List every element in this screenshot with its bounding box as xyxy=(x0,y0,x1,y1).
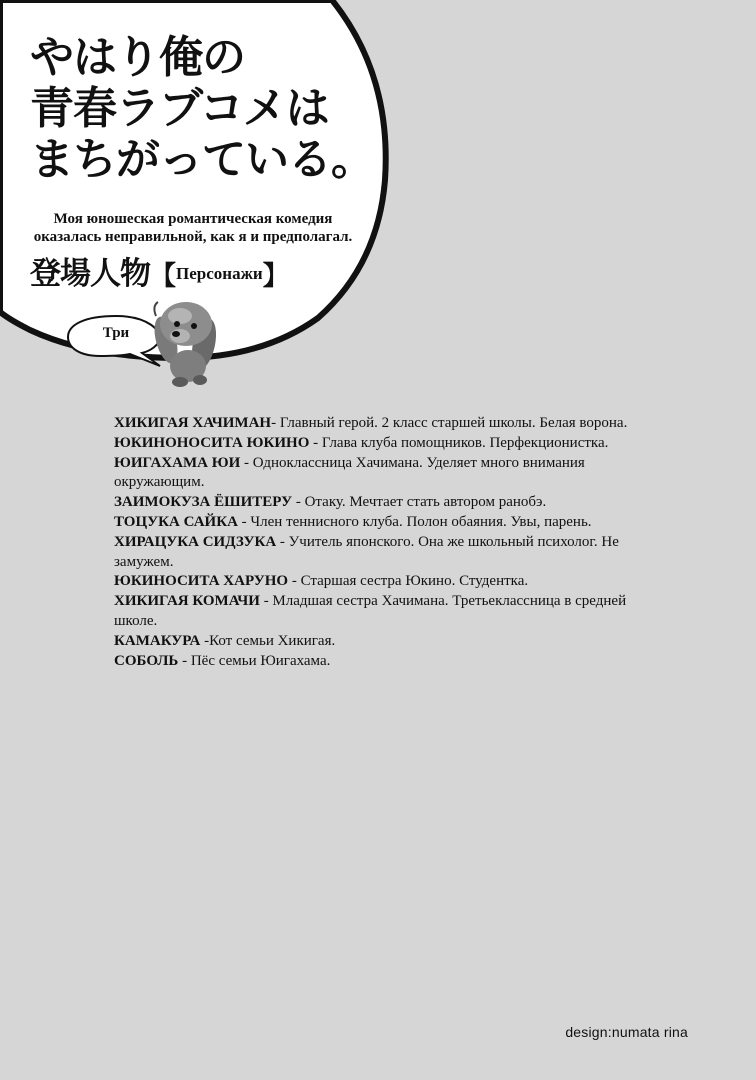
character-entry xyxy=(114,632,644,652)
characters-heading xyxy=(30,254,289,294)
japanese-title-line: まちがっている。 xyxy=(30,134,374,185)
character-entry xyxy=(114,652,644,672)
characters-heading-jp: 登場人物 xyxy=(30,256,150,292)
bracket-close: 】 xyxy=(262,261,289,292)
character-name: ХИКИГАЯ ХАЧИМАН xyxy=(114,415,272,431)
character-name: ХИРАЦУКА СИДЗУКА xyxy=(114,533,277,550)
character-name: ЮИГАХАМА ЮИ xyxy=(114,454,241,471)
russian-title-line: оказалась неправильной, как я и предполагал. xyxy=(33,229,353,245)
japanese-title-line: やはり俺の xyxy=(30,32,245,83)
character-description: - Младшая сестра Хачимана. Третьеклассница в средней школе. xyxy=(114,593,627,629)
japanese-title-line: 青春ラブコメは xyxy=(30,83,329,134)
character-entry xyxy=(114,513,644,533)
character-description: - Глава клуба помощников. Перфекционистка. xyxy=(309,434,609,451)
character-entry xyxy=(114,493,644,513)
character-name: ХИКИГАЯ КОМАЧИ xyxy=(114,593,260,610)
character-name: ЮКИНОСИТА ХАРУНО xyxy=(114,573,289,590)
character-entry xyxy=(114,533,644,573)
russian-title-line: Моя юношеская романтическая комедия xyxy=(53,211,333,227)
plush-dog-icon xyxy=(144,294,228,390)
characters-heading-ru: Персонажи xyxy=(176,264,263,283)
volume-label: Три xyxy=(102,325,130,341)
russian-title xyxy=(20,210,366,246)
character-name: КАМАКУРА xyxy=(114,632,201,649)
character-description: - Одноклассница Хачимана. Уделяет много внимания окружающим. xyxy=(114,454,585,491)
character-description: - Пёс семьи Юигахама. xyxy=(178,652,331,669)
character-name: ЗАИМОКУЗА ЁШИТЕРУ xyxy=(114,494,293,511)
character-description: -Кот семьи Хикигая. xyxy=(200,632,336,649)
design-credit: design:numata rina xyxy=(565,1024,688,1040)
character-entry xyxy=(114,572,644,592)
character-name: СОБОЛЬ xyxy=(114,652,179,669)
character-entry xyxy=(114,414,644,434)
character-description: - Старшая сестра Юкино. Студентка. xyxy=(288,573,529,590)
character-name: ЮКИНОНОСИТА ЮКИНО xyxy=(114,434,310,451)
bracket-open: 【 xyxy=(150,261,177,292)
character-description: - Учитель японского. Она же школьный психолог. Не замужем. xyxy=(114,533,619,570)
character-entry xyxy=(114,434,644,454)
character-entry xyxy=(114,592,644,632)
japanese-title xyxy=(30,32,374,185)
character-description: - Главный герой. 2 класс старшей школы. Белая ворона. xyxy=(271,415,628,431)
character-name: ТОЦУКА САЙКА xyxy=(114,513,238,530)
character-description: - Член теннисного клуба. Полон обаяния. Увы, парень. xyxy=(237,513,592,530)
character-list xyxy=(114,414,644,671)
character-entry xyxy=(114,454,644,494)
character-description: - Отаку. Мечтает стать автором ранобэ. xyxy=(292,494,547,511)
